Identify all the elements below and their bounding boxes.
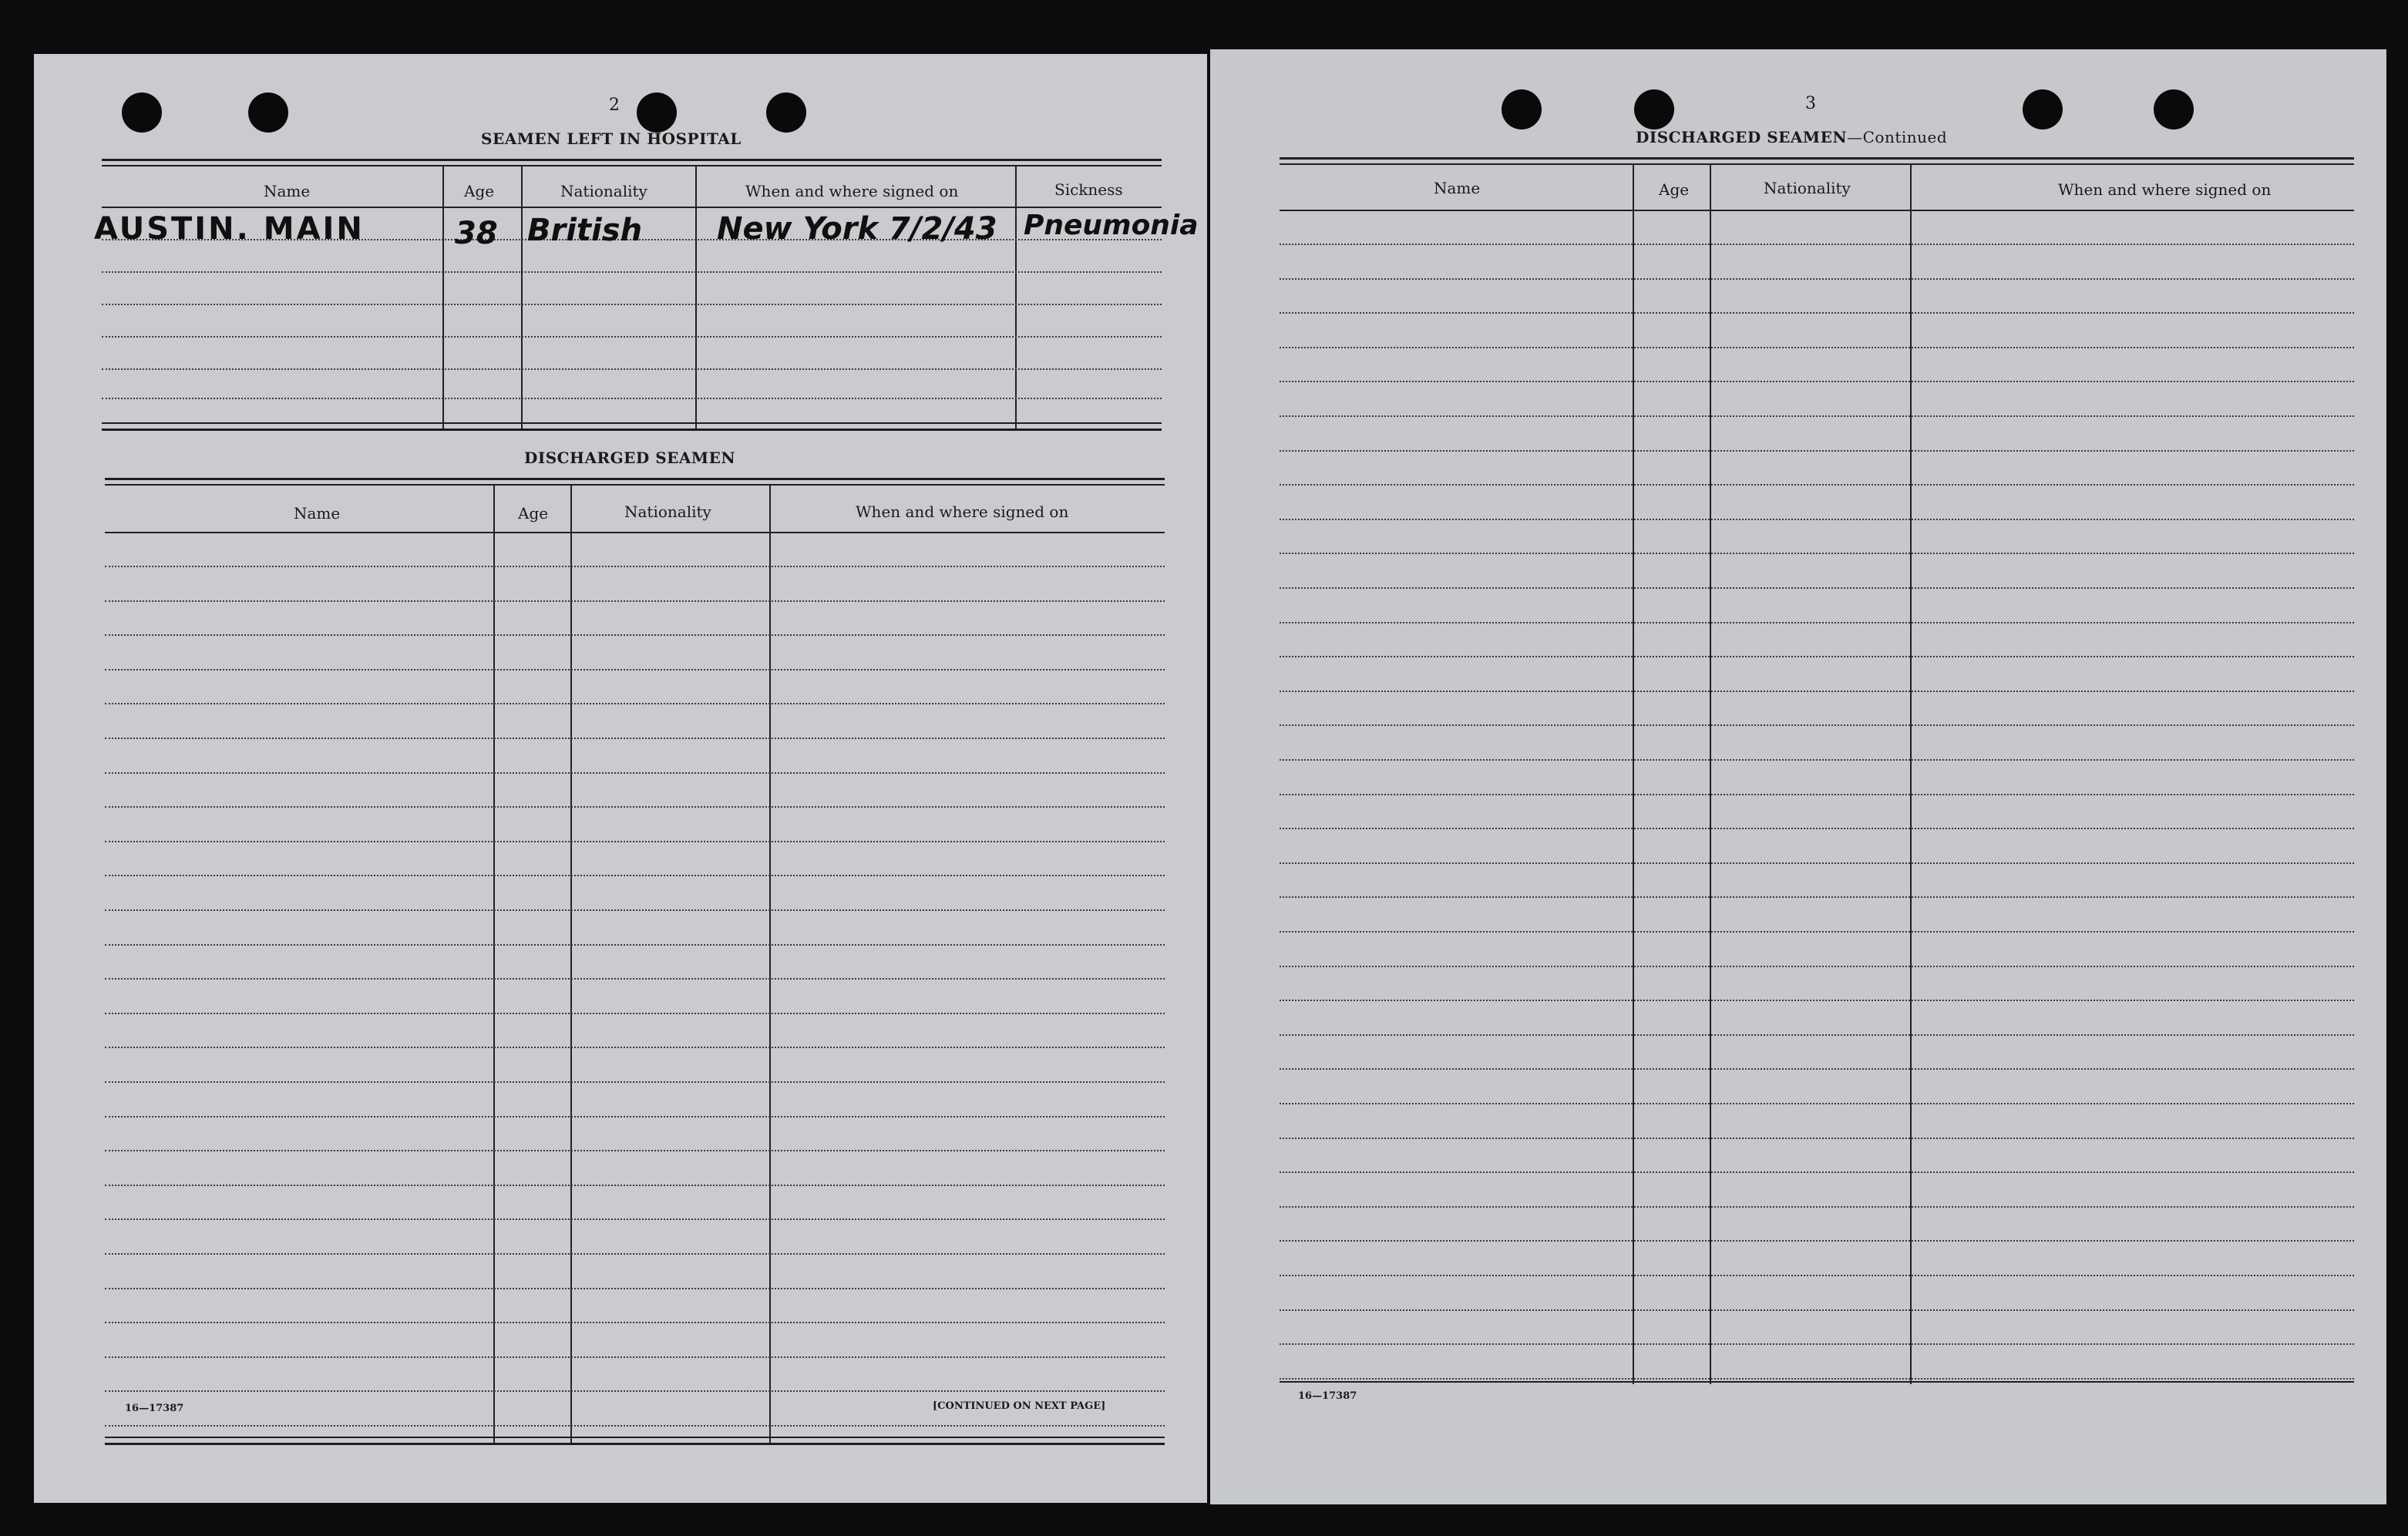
row-line [105,600,1165,602]
binder-hole [248,92,288,133]
row-line [105,772,1165,774]
row-line [105,806,1165,808]
row-line [1280,896,2354,898]
discharged-table-left [105,478,1165,1449]
row-line [1280,1034,2354,1036]
row-line [1280,1103,2354,1104]
row-line [1280,1068,2354,1070]
form-number: 16—17387 [125,1403,184,1414]
row-line [1280,1138,2354,1139]
col-header-name: Name [294,504,341,523]
col-header-signed-on: When and where signed on [2058,180,2272,199]
row-line [102,304,1162,305]
row-line [1280,415,2354,417]
row-line [1280,450,2354,452]
col-header-age: Age [464,182,495,200]
row-line [105,1322,1165,1323]
row-line [105,1116,1165,1118]
discharged-table-right [1280,157,2354,1437]
row-line [1280,519,2354,520]
row-line [1280,759,2354,761]
row-line [102,336,1162,338]
handwritten-nationality: British [527,213,643,248]
row-line [105,1150,1165,1151]
binder-hole [122,92,162,133]
column-divider [769,486,771,1443]
col-header-nationality: Nationality [560,182,647,200]
handwritten-signed-on: New York 7/2/43 [717,211,997,247]
row-line [105,1253,1165,1255]
hospital-table [94,159,1199,482]
table-top-rule [102,159,1162,161]
row-line [1280,862,2354,864]
col-header-sickness: Sickness [1054,180,1123,199]
row-line [1280,1206,2354,1208]
continued-note: [CONTINUED ON NEXT PAGE] [933,1400,1106,1412]
row-line [105,1356,1165,1358]
binder-hole [1502,89,1542,129]
table-top-rule [105,478,1165,480]
title-main: DISCHARGED SEAMEN [1636,128,1848,146]
table-top-rule [105,484,1165,486]
table-top-rule [1280,163,2354,165]
binder-hole [1634,89,1674,129]
table-bottom-rule [105,1443,1165,1445]
column-divider [442,166,444,429]
row-line [102,398,1162,399]
header-underline [105,532,1165,533]
row-line [1280,622,2354,623]
row-line [1280,1000,2354,1001]
row-line [105,1218,1165,1220]
page-number: 2 [609,96,620,115]
col-header-nationality: Nationality [624,502,711,521]
handwritten-sickness: Pneumonia [1024,210,1199,241]
handwritten-name: AUSTIN. MAIN [94,211,365,247]
column-divider [521,166,523,429]
binder-hole [637,92,677,133]
row-line [105,669,1165,671]
right-form-page [1210,49,2386,1504]
row-line [1280,1275,2354,1276]
row-line [1280,1343,2354,1345]
row-line [105,1185,1165,1186]
handwritten-age: 38 [455,216,498,251]
row-line [1280,381,2354,382]
row-line [1280,553,2354,554]
row-line [105,1013,1165,1014]
row-line [1280,244,2354,245]
form-number: 16—17387 [1298,1390,1357,1402]
continued-section-title [1636,128,1947,146]
row-line [1280,278,2354,280]
row-line [102,271,1162,273]
row-line [105,1047,1165,1048]
row-line [1280,794,2354,795]
header-underline [102,207,1162,208]
row-line [1280,1378,2354,1380]
row-line [105,944,1165,946]
row-line [1280,691,2354,692]
col-header-name: Name [264,182,311,200]
row-line [105,634,1165,636]
table-bottom-rule [102,422,1162,424]
row-line [1280,724,2354,726]
row-line [105,1081,1165,1083]
column-divider [1015,166,1017,429]
row-line [1280,312,2354,314]
row-line [105,978,1165,980]
row-line [1280,656,2354,657]
title-suffix: —Continued [1847,128,1948,146]
row-line [1280,1240,2354,1242]
left-form-page [34,54,1207,1503]
header-underline [1280,210,2354,211]
table-bottom-rule [102,429,1162,431]
row-line [105,738,1165,739]
row-line [1280,931,2354,933]
row-line [105,909,1165,911]
table-top-rule [1280,157,2354,160]
hospital-section-title: SEAMEN LEFT IN HOSPITAL [481,129,742,148]
row-line [105,875,1165,876]
row-line [105,1425,1165,1427]
discharged-section-title: DISCHARGED SEAMEN [524,449,736,467]
row-line [1280,1309,2354,1311]
row-line [1280,828,2354,829]
row-line [1280,966,2354,967]
row-line [1280,484,2354,486]
col-header-age: Age [518,504,549,523]
row-line [1280,1171,2354,1173]
binder-hole [2154,89,2194,129]
col-header-age: Age [1659,180,1690,199]
row-line [105,566,1165,567]
row-line [105,1288,1165,1289]
page-number: 3 [1805,94,1816,113]
col-header-signed-on: When and where signed on [856,502,1069,521]
binder-hole [766,92,806,133]
row-line [105,841,1165,842]
row-line [1280,347,2354,348]
table-top-rule [102,165,1162,166]
binder-hole [2023,89,2063,129]
column-divider [570,486,572,1443]
col-header-signed-on: When and where signed on [745,182,959,200]
column-divider [493,486,495,1443]
col-header-name: Name [1434,179,1481,197]
column-divider [695,166,697,429]
table-bottom-rule [1280,1381,2354,1383]
row-line [105,703,1165,704]
row-line [105,1390,1165,1392]
row-line [1280,587,2354,589]
col-header-nationality: Nationality [1764,179,1851,197]
row-line [102,368,1162,370]
table-bottom-rule [105,1437,1165,1438]
